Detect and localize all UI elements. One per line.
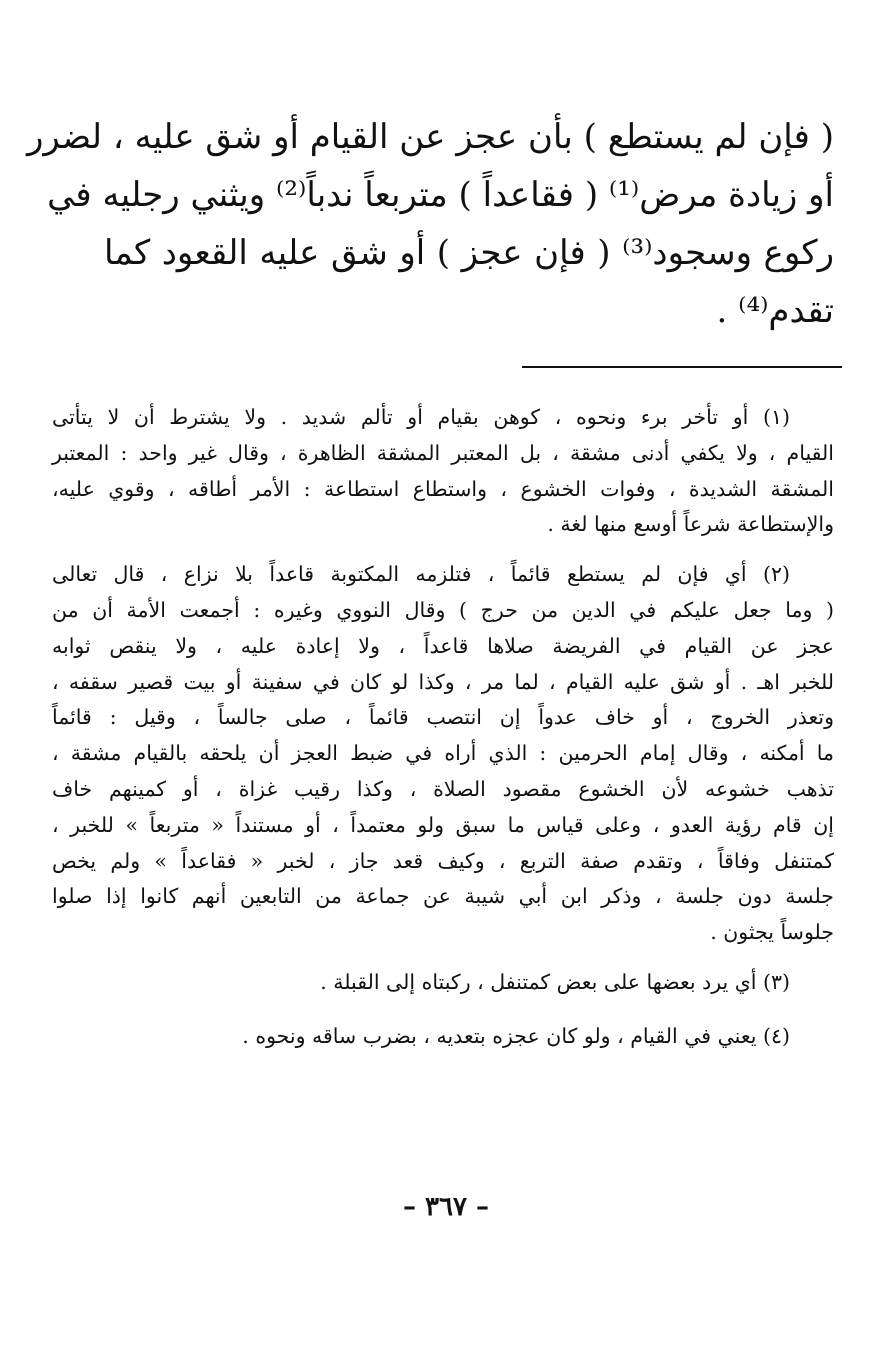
footnote-line: ( وما جعل عليكم في الدين من حرج ) وقال النووي وغيره : أجمعت الأمة أن من bbox=[52, 597, 834, 622]
footnote-divider bbox=[522, 366, 842, 368]
footnotes bbox=[52, 400, 834, 1073]
main-text-line: تقدم⁽⁴⁾ . bbox=[716, 291, 834, 331]
footnote-line: المشقة الشديدة ، وفوات الخشوع ، واستطاع استطاعة : الأمر أطاقه ، وقوي عليه، bbox=[52, 476, 834, 501]
footnote-line: (٣) أي يرد بعضها على بعض كمتنفل ، ركبتاه إلى القبلة . bbox=[320, 969, 790, 994]
main-text bbox=[26, 108, 834, 340]
footnote-line: عجز عن القيام في الفريضة صلاها قاعداً ، ولا إعادة عليه ، ولا ينقص ثوابه bbox=[52, 633, 834, 658]
footnote-line: والإستطاعة شرعاً أوسع منها لغة . bbox=[547, 512, 834, 537]
main-text-line: ركوع وسجود⁽³⁾ ( فإن عجز ) أو شق عليه القعود كما bbox=[104, 233, 834, 273]
footnote-3 bbox=[52, 965, 834, 1001]
footnote-line: جلسة دون جلسة ، وذكر ابن أبي شيبة عن جماعة من التابعين أنهم كانوا إذا صلوا bbox=[52, 884, 834, 909]
footnote-line: القيام ، ولا يكفي أدنى مشقة ، بل المعتبر المشقة الظاهرة ، وقال غير واحد : المعتبر bbox=[52, 440, 834, 465]
footnote-line: (١) أو تأخر برء ونحوه ، كوهن بقيام أو تألم شديد . ولا يشترط أن لا يتأتى bbox=[52, 405, 790, 429]
footnote-2 bbox=[52, 557, 834, 951]
main-text-line: أو زيادة مرض⁽¹⁾ ( فقاعداً ) متربعاً ندباً⁽²⁾ ويثني رجليه في bbox=[47, 175, 834, 215]
main-text-line: ( فإن لم يستطع ) بأن عجز عن القيام أو شق عليه ، لضرر bbox=[26, 117, 834, 157]
footnote-line: إن قام رؤية العدو ، وعلى قياس ما سبق ولو معتمداً ، أو مستنداً « متربعاً » للخبر ، bbox=[52, 812, 834, 837]
footnote-line: كمتنفل وفاقاً ، وتقدم صفة التربع ، وكيف قعد جاز ، لخبر « فقاعداً » ولم يخص bbox=[52, 848, 834, 873]
footnote-1 bbox=[52, 400, 834, 543]
page-number: – ٣٦٧ – bbox=[402, 1192, 490, 1222]
footnote-line: وتعذر الخروج ، أو خاف عدواً إن انتصب قائماً ، صلى جالساً ، وقيل : قائماً bbox=[52, 705, 834, 730]
footnote-4 bbox=[52, 1019, 834, 1055]
footnote-line: ما أمكنه ، وقال إمام الحرمين : الذي أراه في ضبط العجز أن يلحقه بالقيام مشقة ، bbox=[52, 741, 834, 766]
footnote-line: تذهب خشوعه لأن الخشوع مقصود الصلاة ، وكذا رقيب غزاة ، أو كمينهم خاف bbox=[52, 776, 834, 801]
footnote-line: (٤) يعني في القيام ، ولو كان عجزه بتعديه ، بضرب ساقه ونحوه . bbox=[242, 1023, 790, 1048]
footnote-line: للخبر اهـ . أو شق عليه القيام ، لما مر ، وكذا لو كان في سفينة أو بيت قصير سقفه ، bbox=[52, 669, 834, 694]
footnote-line: جلوساً يجثون . bbox=[710, 920, 834, 945]
footnote-line: (٢) أي فإن لم يستطع قائماً ، فتلزمه المكتوبة قاعداً بلا نزاع ، قال تعالى bbox=[52, 562, 790, 587]
